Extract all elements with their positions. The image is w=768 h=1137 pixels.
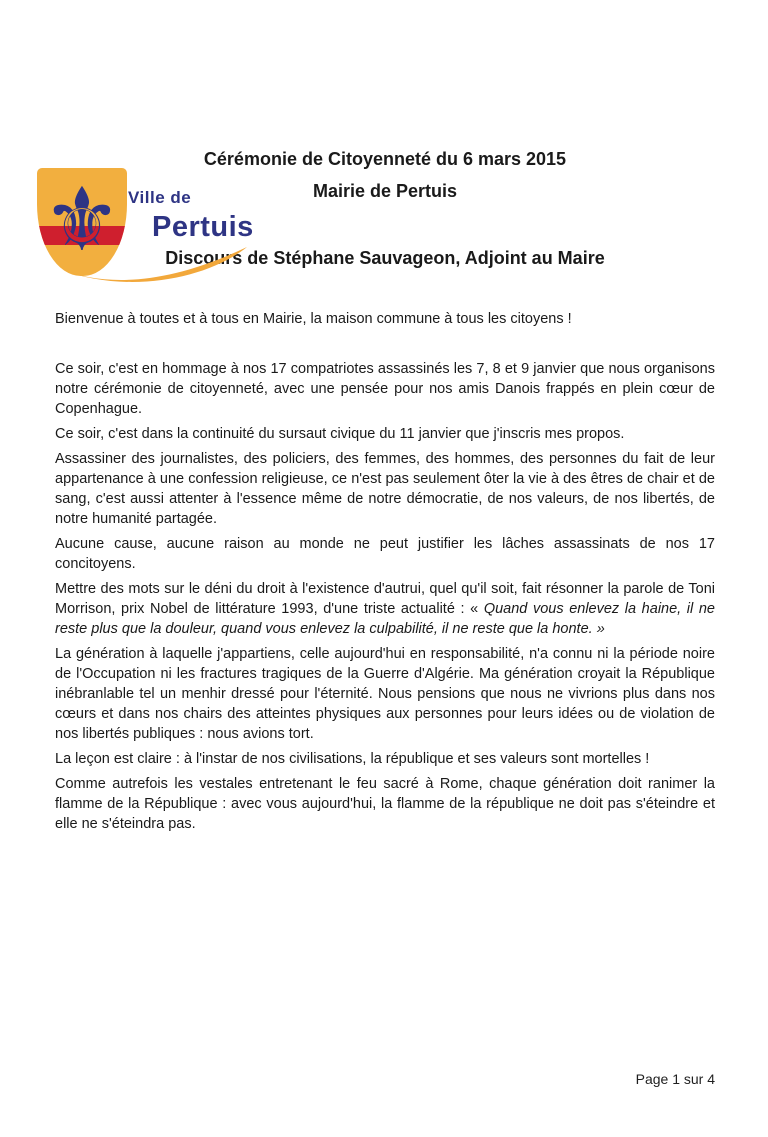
- quote-italic-text: Quand vous enlevez la haine, il ne reste plus que la douleur, quand vous enlevez la culpabilité, il ne reste que la honte.: [55, 601, 715, 637]
- city-logo: [35, 155, 280, 283]
- logo-city-name: Pertuis: [152, 211, 254, 243]
- paragraph-sursaut: Ce soir, c'est dans la continuité du sursaut civique du 11 janvier que j'inscris mes propos.: [55, 426, 625, 442]
- page-number: Page 1 sur 4: [635, 1071, 715, 1087]
- document-body: [55, 309, 715, 834]
- paragraph-welcome: Bienvenue à toutes et à tous en Mairie, la maison commune à tous les citoyens !: [55, 311, 572, 327]
- fleur-de-lis-icon: ⚜: [42, 168, 122, 271]
- quote-closing: »: [592, 621, 605, 637]
- title-line-2: Mairie de Pertuis: [312, 181, 458, 201]
- document-subtitle: Discours de Stéphane Sauvageon, Adjoint au Maire: [165, 248, 605, 268]
- title-line-1: Cérémonie de Citoyenneté du 6 mars 2015: [203, 149, 567, 169]
- quote-intro: Mettre des mots sur le déni du droit à l'existence d'autrui, quel qu'il soit, fait résonner la parole de Toni Morrison, prix Nobel de littérature 1993, d'une triste actualité : «: [55, 581, 715, 617]
- paragraph-generation: La génération à laquelle j'appartiens, celle aujourd'hui en responsabilité, n'a connu ni la période noire de l'Occupation ni les fractures tragiques de la Guerre d'Algérie. Ma génération croyait la République inébranlable tel un menhir dressé pour l'éternité. Nous pensions que nous ne vivrions plus dans nos cœurs et dans nos chairs des atteintes physiques aux personnes pour leurs idées ou de violation de nos libertés publiques : nous avions tort.: [55, 646, 715, 742]
- paragraph-vestales: Comme autrefois les vestales entretenant le feu sacré à Rome, chaque génération doit ranimer la flamme de la République : avec vous aujourd'hui, la flamme de la république ne doit pas s'éteindre et elle ne s'éteindra pas.: [55, 776, 715, 832]
- paragraph-hommage: Ce soir, c'est en hommage à nos 17 compatriotes assassinés les 7, 8 et 9 janvier que nous organisons notre cérémonie de citoyenneté, avec une pensée pour nos amis Danois frappés en plein cœur de Copenhague.: [55, 361, 715, 417]
- paragraph-assassiner: Assassiner des journalistes, des policiers, des femmes, des hommes, des personnes du fait de leur appartenance à une confession religieuse, ce n'est pas seulement ôter la vie à des êtres de chair et de sang, c'est aussi attenter à l'essence même de notre démocratie, de nos valeurs, de nos libertés, de notre humanité partagée.: [55, 451, 715, 527]
- paragraph-aucune-cause: Aucune cause, aucune raison au monde ne peut justifier les lâches assassinats de nos 17 concitoyens.: [55, 536, 715, 572]
- paragraph-toni-morrison: [55, 579, 715, 639]
- logo-ville-de-label: Ville de: [128, 188, 192, 207]
- document-page: [0, 143, 768, 1137]
- paragraph-lecon: La leçon est claire : à l'instar de nos civilisations, la république et ses valeurs sont mortelles !: [55, 751, 650, 767]
- logo-swoosh-icon: [57, 243, 277, 285]
